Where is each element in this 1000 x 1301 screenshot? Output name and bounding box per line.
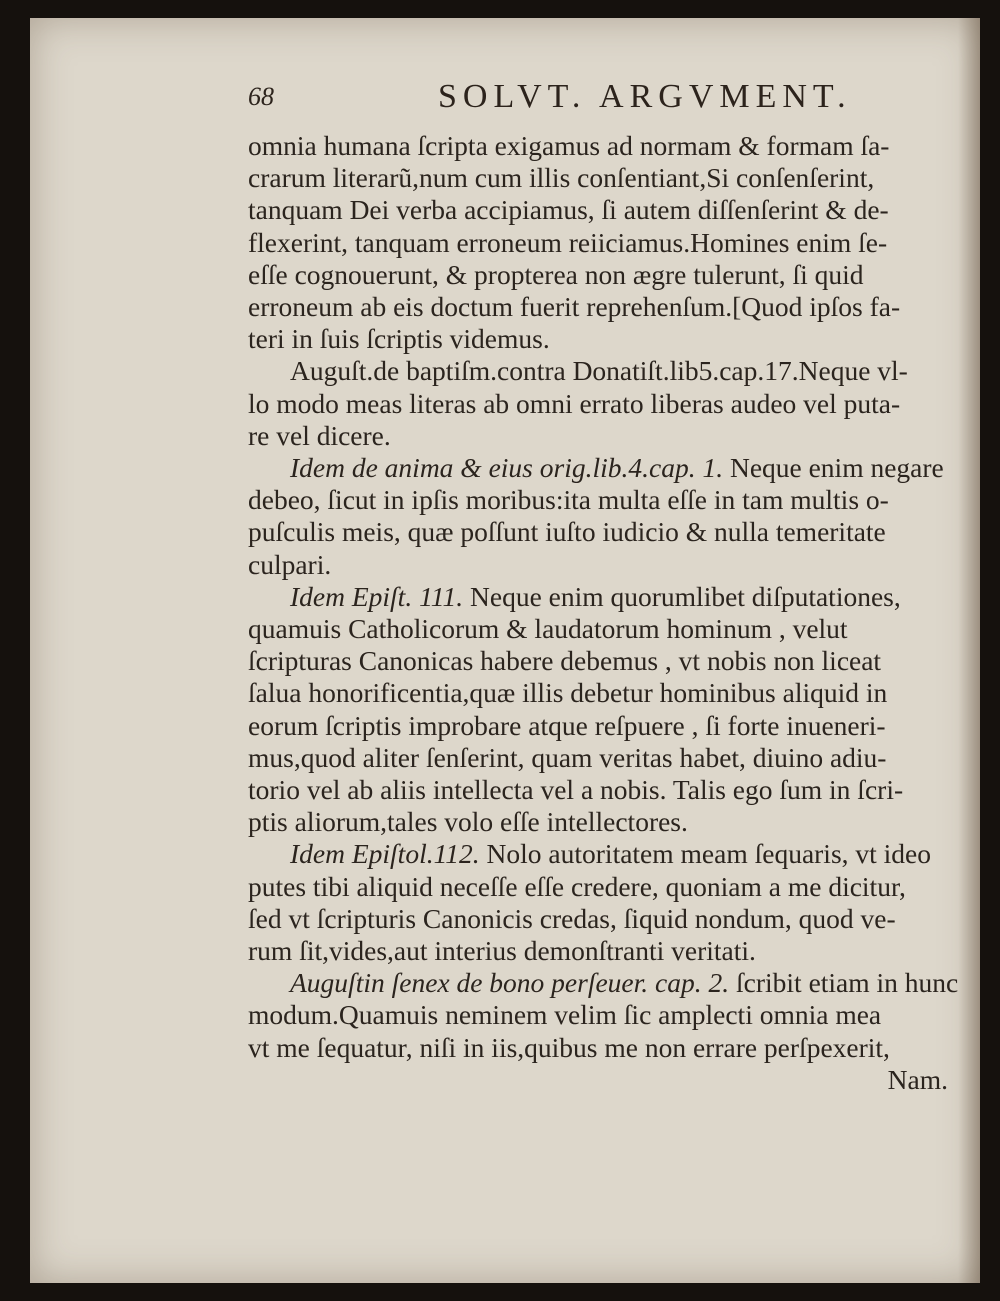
text-line: rum ſit,vides,aut interius demonſtranti veritati. (248, 935, 756, 967)
page-number: 68 (248, 82, 274, 111)
catchword: Nam. (887, 1063, 948, 1095)
book-page (30, 18, 980, 1283)
text-line (248, 581, 948, 613)
text-line: ptis aliorum,tales volo eſſe intellectores. (248, 806, 688, 838)
text-line: erroneum ab eis doctum fuerit reprehenſum.[Quod ipſos fa- (248, 291, 901, 323)
page-edge-shadow (958, 18, 980, 1283)
text-line: debeo, ſicut in ipſis moribus:ita multa eſſe in tam multis o- (248, 484, 889, 516)
text-line: eorum ſcriptis improbare atque reſpuere , ſi forte inueneri- (248, 709, 886, 741)
text-line: lo modo meas literas ab omni errato liberas audeo vel puta- (248, 387, 901, 419)
citation-reference: Idem Epiſtol.112. (290, 838, 480, 870)
text-line: omnia humana ſcripta exigamus ad normam & formam ſa- (248, 130, 890, 161)
text-line: tanquam Dei verba accipiamus, ſi autem diſſenſerint & de- (248, 194, 889, 226)
text-line (248, 452, 948, 484)
text-line: teri in ſuis ſcriptis videmus. (248, 323, 550, 355)
text-line: puſculis meis, quæ poſſunt iuſto iudicio & nulla temeritate (248, 516, 886, 548)
text-line: crarum literarũ,num cum illis conſentiant,Si conſenſerint, (248, 162, 875, 194)
text-line: mus,quod aliter ſenſerint, quam veritas habet, diuino adiu- (248, 741, 887, 773)
text-line: flexerint, tanquam erroneum reiiciamus.Homines enim ſe- (248, 226, 888, 258)
text-line: quamuis Catholicorum & laudatorum hominum , velut (248, 613, 848, 645)
citation-text: Nolo autoritatem meam ſequaris, vt ideo (479, 838, 932, 870)
text-line: ſed vt ſcripturis Canonicis credas, ſiquid nondum, quod ve- (248, 902, 896, 934)
text-line: culpari. (248, 548, 332, 580)
citation-reference: Idem de anima & eius orig.lib.4.cap. 1. (290, 452, 724, 484)
citation-text: Neque enim quorumlibet diſputationes, (463, 580, 901, 612)
text-line: eſſe cognouerunt, & propterea non ægre tulerunt, ſi quid (248, 258, 864, 290)
citation-text: ſcribit etiam in hunc (729, 967, 959, 999)
text-line: ſcripturas Canonicas habere debemus , vt nobis non liceat (248, 645, 882, 677)
text-line: Auguſt.de baptiſm.contra Donatiſt.lib5.cap.17.Neque vl- (290, 355, 908, 387)
text-line: re vel dicere. (248, 419, 391, 451)
text-line: modum.Quamuis neminem velim ſic amplecti omnia mea (248, 999, 882, 1031)
running-header (248, 78, 852, 116)
citation-text: Neque enim negare (723, 452, 944, 484)
text-line: vt me ſequatur, niſi in iis,quibus me non errare perſpexerit, (248, 1031, 890, 1063)
text-line: torio vel ab aliis intellecta vel a nobis. Talis ego ſum in ſcri- (248, 774, 904, 806)
citation-reference: Idem Epiſt. 111. (290, 580, 464, 612)
text-line: ſalua honorificentia,quæ illis debetur hominibus aliquid in (248, 677, 888, 709)
text-line (248, 838, 948, 870)
citation-reference: Auguſtin ſenex de bono perſeuer. cap. 2. (290, 967, 730, 999)
body-text (248, 130, 959, 1096)
text-line (248, 967, 959, 999)
running-title: SOLVT. ARGVMENT. (438, 78, 852, 115)
text-line: putes tibi aliquid neceſſe eſſe credere, quoniam a me dicitur, (248, 870, 906, 902)
